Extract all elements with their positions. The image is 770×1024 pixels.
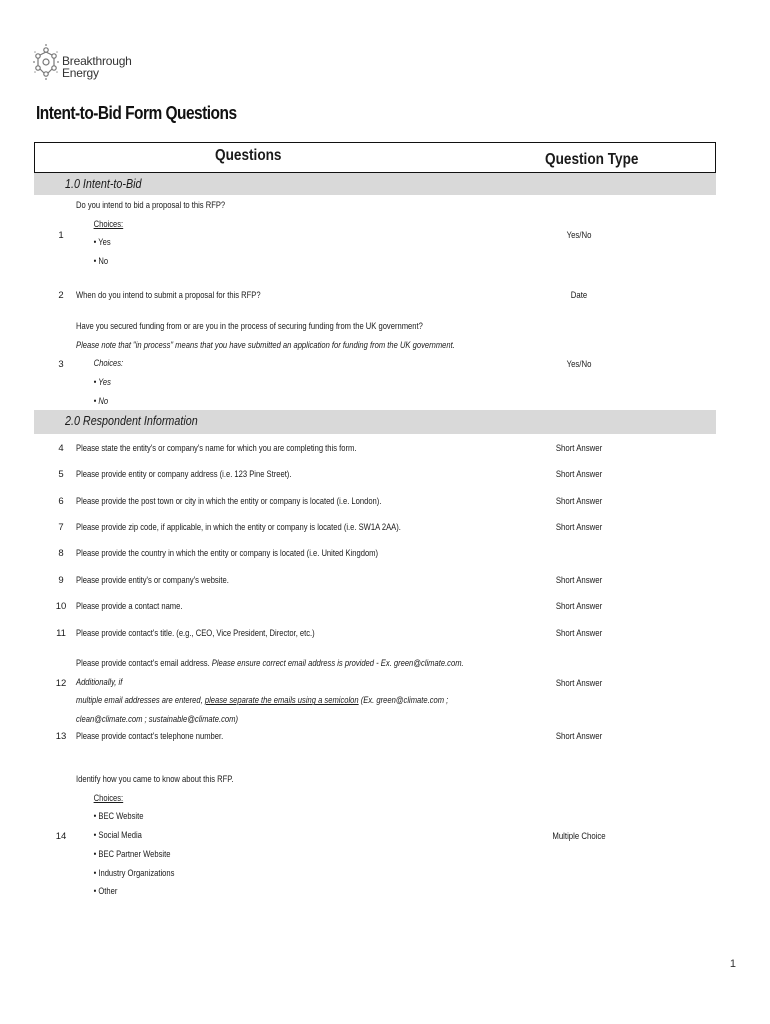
table-row [34,598,716,618]
question-1-text: Do you intend to bid a proposal to this RFP? [76,200,226,211]
question-type: Short Answer [555,443,603,454]
question-number: 7 [58,522,64,533]
question-number: 9 [58,575,64,586]
question-number: 2 [58,290,64,301]
question-number: 11 [56,628,66,639]
choices-label: Choices: [93,358,124,370]
question-number: 5 [58,469,64,480]
table-row [34,440,716,460]
question-text: Please state the entity's or company's name for which you are completing this form. [76,443,357,454]
choice-item: • BEC Website [93,811,144,823]
question-number: 3 [58,359,64,370]
table-row [34,493,716,513]
table-row [34,318,716,410]
table-row [34,771,716,903]
question-text: Please provide the post town or city in which the entity or company is located (i.e. London). [76,496,382,507]
question-text: Please provide zip code, if applicable, in which the entity or company is located (i.e. SW1A 2AA). [76,522,401,533]
question-number: 1 [58,230,64,241]
choice-item: • Yes [93,237,111,249]
question-text: Please provide entity or company address (i.e. 123 Pine Street). [76,469,292,480]
question-14-text: Identify how you came to know about this RFP. [76,774,234,785]
question-12-note-cont: multiple email addresses are entered, [76,695,205,707]
choice-item: • Industry Organizations [93,867,175,879]
question-type: Short Answer [555,678,603,689]
table-row [34,519,716,539]
question-text [76,655,492,730]
question-number: 14 [55,831,67,842]
choice-item: • Yes [93,377,111,389]
table-row [34,287,716,307]
question-note: Please note that "in process" means that you have submitted an application for funding from the UK government. [76,339,455,351]
header-questions: Questions [215,147,282,164]
question-number: 6 [58,496,64,507]
question-number: 8 [58,548,64,559]
question-text [76,771,492,902]
question-12-example-cont: clean@climate.com ; sustainable@climate.com) [76,714,238,726]
table-row [34,625,716,645]
section-header-respondent-information [34,410,716,434]
table-row [34,466,716,486]
table-row [34,572,716,592]
question-12-emphasis: please separate the emails using a semicolon [204,695,359,707]
question-type: Short Answer [555,628,603,639]
question-type: Short Answer [555,469,603,480]
question-type: Short Answer [555,575,603,586]
question-12-text: Please provide contact's email address. [76,658,212,669]
table-row [34,545,716,565]
logo-line-1: Breakthrough [62,54,132,68]
question-type: Short Answer [555,496,603,507]
question-type: Date [570,290,588,301]
question-type: Yes/No [566,359,592,370]
table-row [34,655,716,726]
question-number: 10 [55,601,67,612]
question-type: Yes/No [566,230,592,241]
choice-item: • BEC Partner Website [93,848,171,860]
question-type: Short Answer [555,522,603,533]
question-type: Multiple Choice [552,831,606,842]
question-text: Please provide a contact name. [76,601,183,612]
question-type: Short Answer [555,601,603,612]
question-3-text: Have you secured funding from or are you in the process of securing funding from the UK government? [76,321,423,332]
question-number: 4 [58,443,64,454]
page-number: 1 [729,958,736,970]
table-row [34,197,716,275]
question-text [76,197,492,272]
question-12-note: Please ensure correct email address is provided - Ex. green@climate.com. Additionally, if [76,658,464,688]
choice-item: • No [93,256,109,268]
question-number: 12 [55,678,67,689]
table-row [34,728,716,748]
section-label: 2.0 Respondent Information [65,414,198,428]
section-label: 1.0 Intent-to-Bid [65,177,142,191]
table-body [34,0,716,1024]
choice-item: • No [93,395,109,407]
choices-label: Choices: [93,792,124,804]
question-text: When do you intend to submit a proposal for this RFP? [76,290,261,301]
question-12-example: (Ex. green@climate.com ; [358,695,449,707]
question-text: Please provide entity's or company's website. [76,575,229,586]
question-text: Please provide contact's telephone number. [76,731,224,742]
choice-item: • Social Media [93,830,142,842]
header-question-type: Question Type [545,151,639,168]
document-title: Intent-to-Bid Form Questions [36,103,237,123]
question-text: Please provide the country in which the entity or company is located (i.e. United Kingdom) [76,548,379,559]
choices-label: Choices: [93,218,124,230]
question-type: Short Answer [555,731,603,742]
choice-item: • Other [93,886,118,898]
logo-line-2: Energy [62,66,99,80]
question-number: 13 [55,731,67,742]
question-text: Please provide contact's title. (e.g., CEO, Vice President, Director, etc.) [76,628,315,639]
question-text [76,318,492,412]
